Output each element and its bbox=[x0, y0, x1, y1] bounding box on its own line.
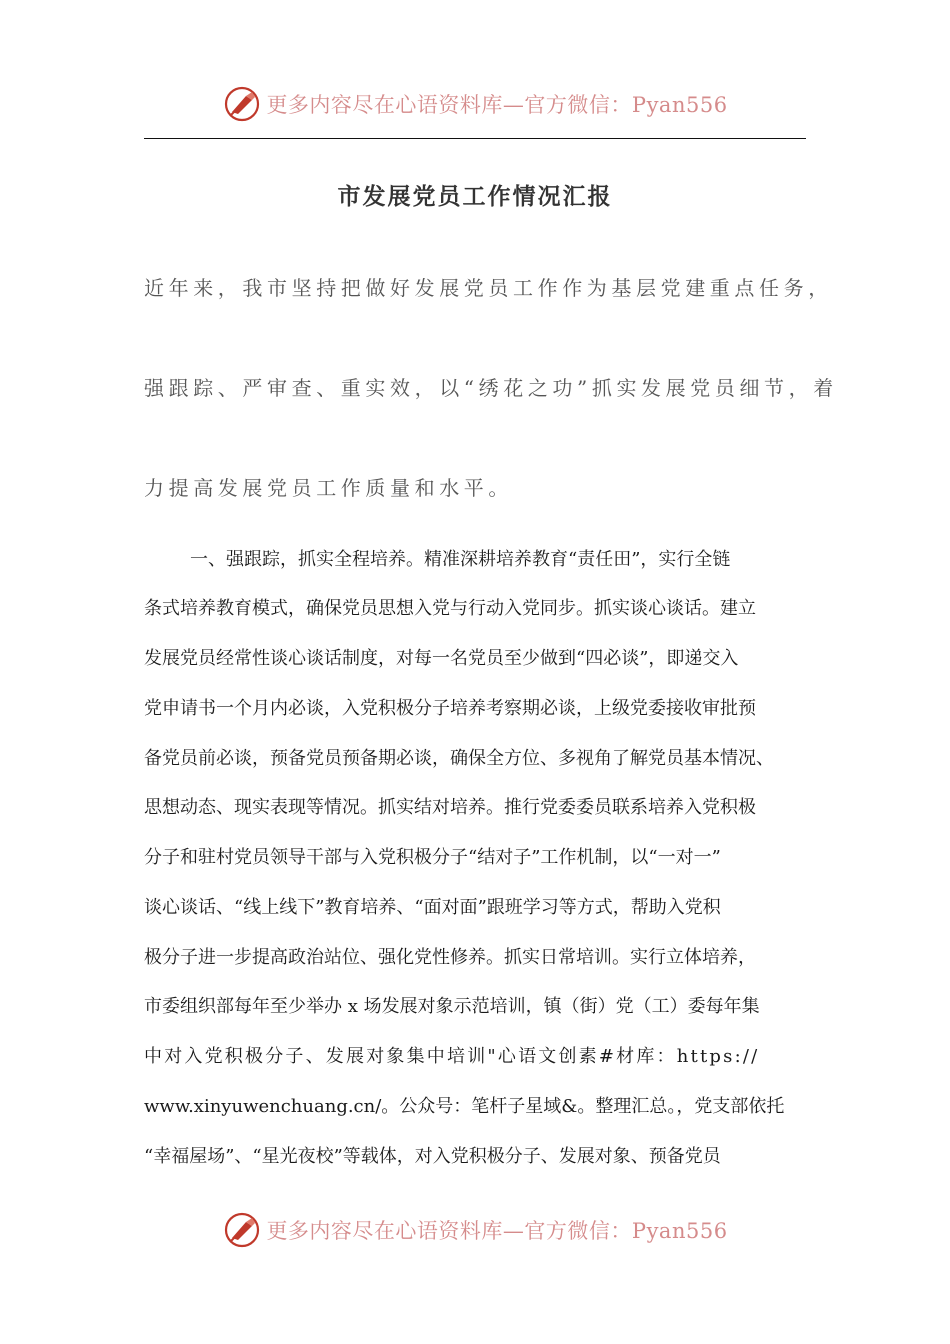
pen-nib-icon bbox=[222, 1210, 262, 1250]
header-banner bbox=[0, 84, 950, 124]
footer-banner bbox=[0, 1210, 950, 1250]
body-line: 党申请书一个月内必谈，入党积极分子培养考察期必谈，上级党委接收审批预 bbox=[144, 698, 756, 719]
body-line: www.xinyuwenchuang.cn/。公众号：笔杆子星域&。整理汇总。，党支部依托 bbox=[144, 1096, 785, 1117]
body-line: 备党员前必谈，预备党员预备期必谈，确保全方位、多视角了解党员基本情况、 bbox=[144, 748, 774, 769]
page-title: 市发展党员工作情况汇报 bbox=[337, 184, 613, 210]
body-line: 市委组织部每年至少举办 x 场发展对象示范培训，镇（街）党（工）委每年集 bbox=[144, 996, 760, 1017]
body-line: 极分子进一步提高政治站位、强化党性修养。抓实日常培训。实行立体培养， bbox=[144, 947, 756, 968]
body-line: 发展党员经常性谈心谈话制度，对每一名党员至少做到“四必谈”，即递交入 bbox=[144, 648, 739, 669]
footer-banner-text: 更多内容尽在心语资料库—官方微信：Pyan556 bbox=[266, 1219, 728, 1243]
body-line: 条式培养教育模式，确保党员思想入党与行动入党同步。抓实谈心谈话。建立 bbox=[144, 598, 756, 619]
body-line: 一、强跟踪，抓实全程培养。精准深耕培养教育“责任田”，实行全链 bbox=[190, 549, 731, 570]
lead-line-3: 力提高发展党员工作质量和水平。 bbox=[144, 476, 513, 500]
pen-nib-icon bbox=[222, 84, 262, 124]
lead-line-1: 近年来，我市坚持把做好发展党员工作作为基层党建重点任务， bbox=[144, 276, 833, 300]
lead-line-2: 强跟踪、严审查、重实效，以“绣花之功”抓实发展党员细节，着 bbox=[144, 376, 838, 400]
header-banner-text: 更多内容尽在心语资料库—官方微信：Pyan556 bbox=[266, 93, 728, 117]
header-divider bbox=[144, 138, 806, 139]
body-line: 思想动态、现实表现等情况。抓实结对培养。推行党委委员联系培养入党积极 bbox=[144, 797, 756, 818]
body-line: 分子和驻村党员领导干部与入党积极分子“结对子”工作机制，以“一对一” bbox=[144, 847, 721, 868]
body-line: 中对入党积极分子、发展对象集中培训"心语文创素#材库：https:// bbox=[144, 1046, 760, 1067]
body-line: 谈心谈话、“线上线下”教育培养、“面对面”跟班学习等方式，帮助入党积 bbox=[144, 897, 721, 918]
body-line: “幸福屋场”、“星光夜校”等载体，对入党积极分子、发展对象、预备党员 bbox=[144, 1146, 721, 1167]
